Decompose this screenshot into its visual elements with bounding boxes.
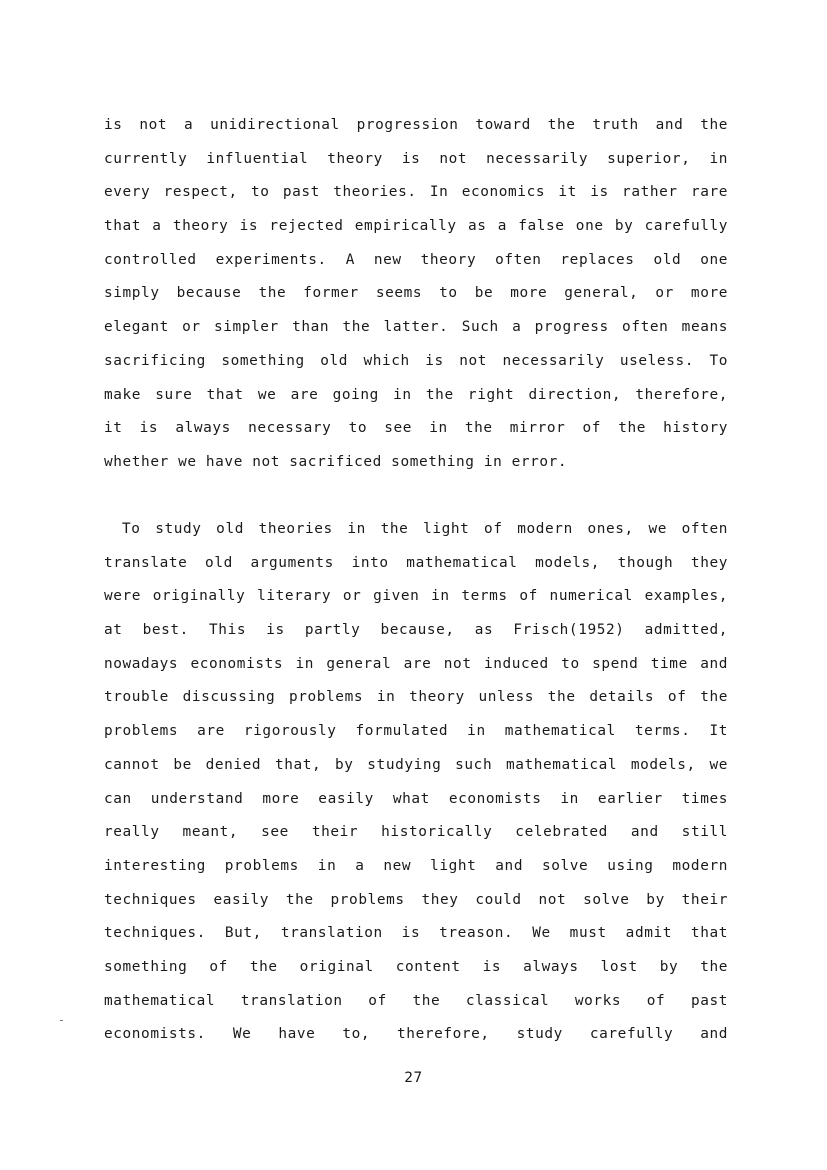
text-line: nowadays economists in general are not induced to spend time and [104, 655, 728, 672]
scan-speck [60, 1020, 63, 1021]
text-line: trouble discussing problems in theory unless the details of the [104, 689, 728, 706]
text-line: at best. This is partly because, as Frisch(1952) admitted, [104, 622, 728, 639]
text-line: sacrificing something old which is not necessarily useless. To [104, 352, 728, 369]
text-line: To study old theories in the light of modern ones, we often [122, 521, 728, 537]
paragraph-history-of-theory [104, 113, 728, 484]
text-line: simply because the former seems to be more general, or more [104, 285, 728, 302]
text-line: something of the original content is always lost by the [104, 958, 728, 975]
text-line: elegant or simpler than the latter. Such a progress often means [104, 319, 728, 336]
text-line: problems are rigorously formulated in mathematical terms. It [104, 723, 728, 740]
text-line: whether we have not sacrificed something in error. [104, 453, 568, 470]
text-line: can understand more easily what economists in earlier times [104, 790, 728, 807]
text-line: were originally literary or given in terms of numerical examples, [104, 588, 728, 605]
text-line: that a theory is rejected empirically as a false one by carefully [104, 218, 728, 235]
text-line: currently influential theory is not necessarily superior, in [104, 150, 728, 167]
text-line: cannot be denied that, by studying such mathematical models, we [104, 756, 728, 773]
text-line: mathematical translation of the classical works of past [104, 992, 728, 1009]
text-line: economists. We have to, therefore, study carefully and [104, 1026, 728, 1043]
text-line: translate old arguments into mathematical models, though they [104, 554, 728, 571]
text-line: controlled experiments. A new theory often replaces old one [104, 251, 728, 268]
text-line: interesting problems in a new light and solve using modern [104, 857, 728, 874]
page-number: 27 [404, 1070, 423, 1086]
text-line: techniques. But, translation is treason. We must admit that [104, 925, 728, 942]
text-line: it is always necessary to see in the mirror of the history [104, 420, 728, 437]
paragraph-mathematical-translation [104, 517, 728, 1056]
text-line: is not a unidirectional progression toward the truth and the [104, 117, 728, 133]
text-line: techniques easily the problems they could not solve by their [104, 891, 728, 908]
text-line: make sure that we are going in the right direction, therefore, [104, 386, 728, 403]
text-line: every respect, to past theories. In economics it is rather rare [104, 184, 728, 201]
text-line: really meant, see their historically celebrated and still [104, 824, 728, 841]
